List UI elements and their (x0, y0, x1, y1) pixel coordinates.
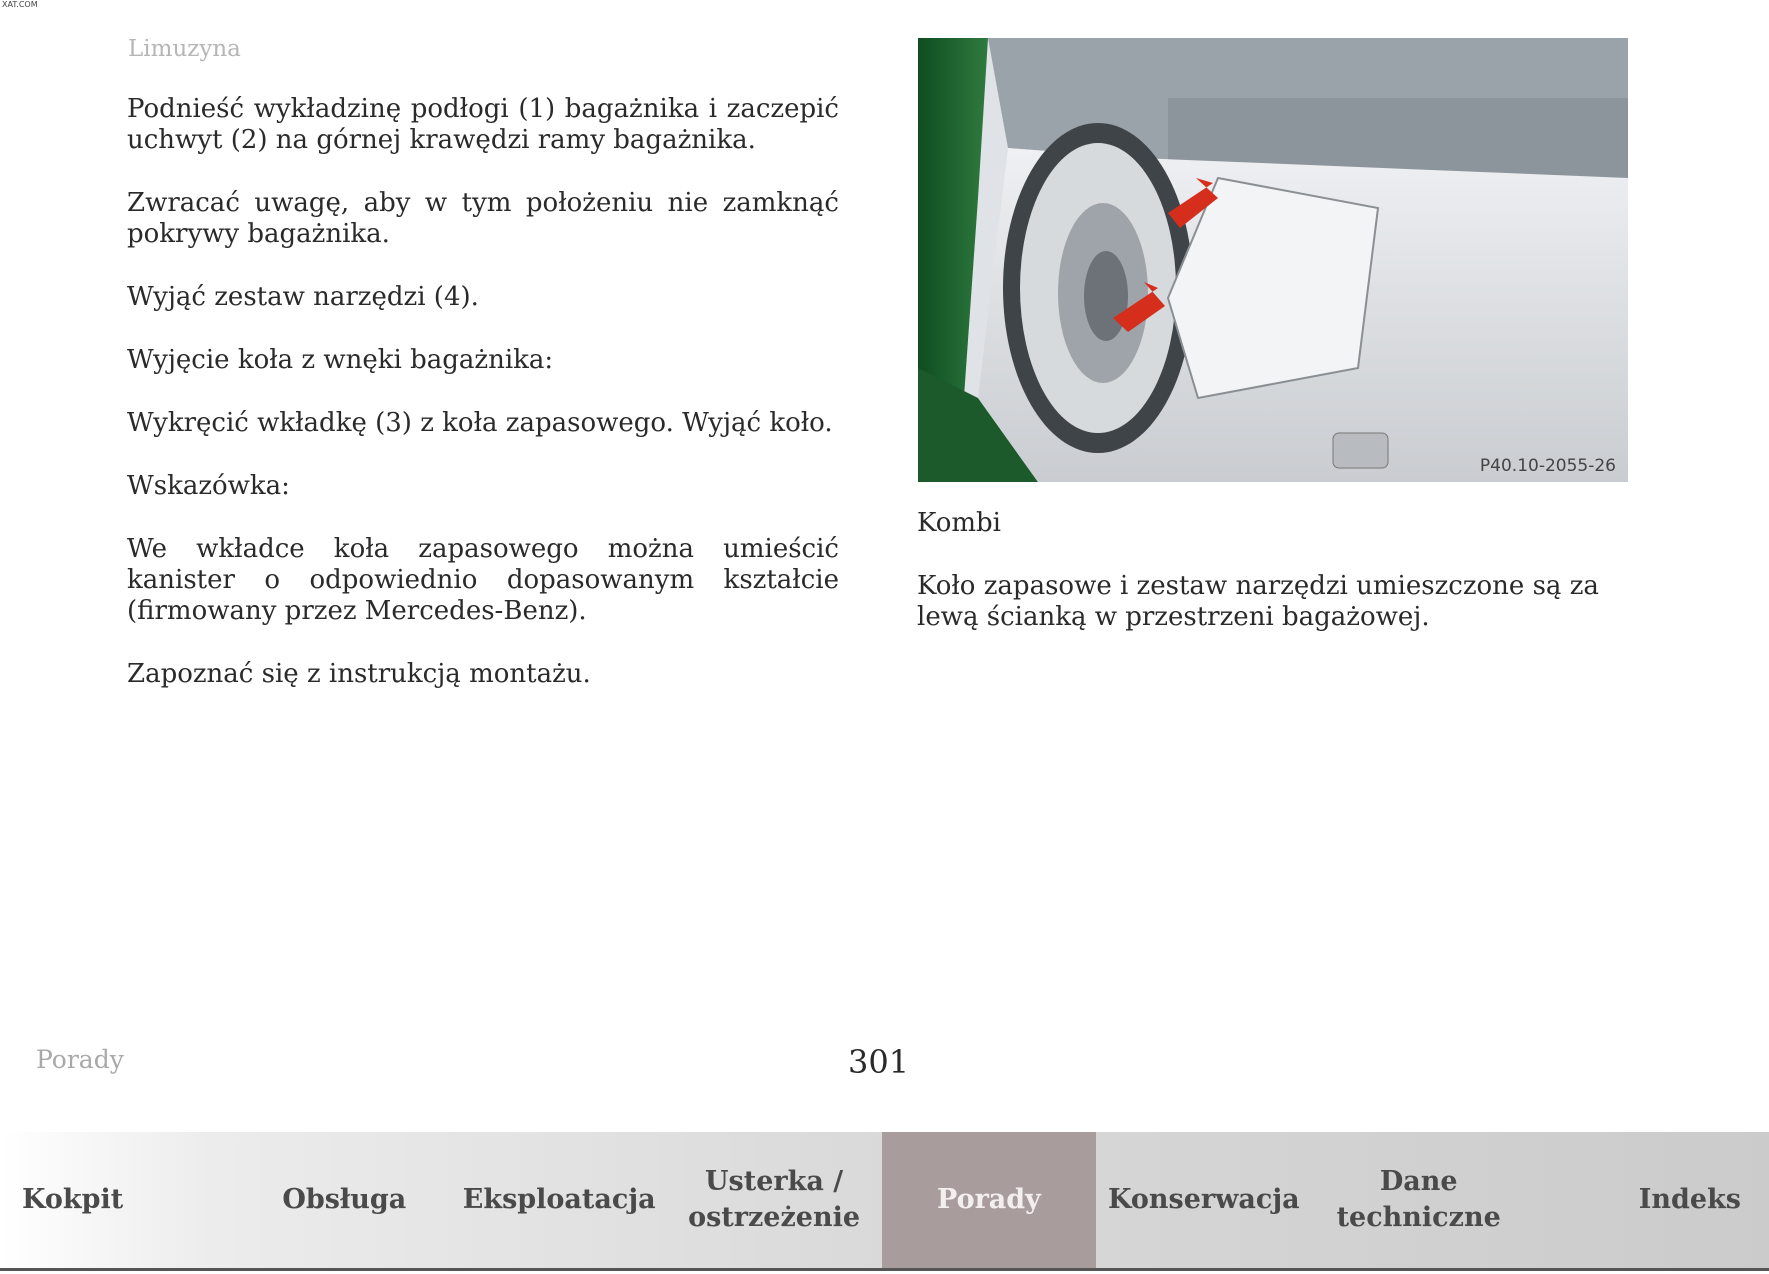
trunk-illustration (918, 38, 1628, 482)
paragraph: Zwracać uwagę, aby w tym położeniu nie zamknąć pokrywy bagażnika. (127, 188, 839, 249)
paragraph: We wkładce koła zapasowego można umieścić kanister o odpowiednio dopasowanym kształcie (firmowany przez Mercedes-Benz). (127, 534, 839, 626)
paragraph: Koło zapasowe i zestaw narzędzi umieszczone są za lewą ścianką w przestrzeni bagażowej. (917, 571, 1599, 632)
tab-konserwacja[interactable]: Konserwacja (1108, 1184, 1300, 1215)
figure-caption: Kombi (917, 508, 1001, 538)
section-heading: Limuzyna (128, 36, 241, 62)
tab-obsluga[interactable]: Obsługa (282, 1184, 407, 1215)
tab-eksploatacja[interactable]: Eksploatacja (462, 1184, 656, 1215)
left-column (127, 94, 839, 722)
handle (1333, 433, 1388, 468)
chapter-tab-bar (0, 1132, 1769, 1271)
tab-kokpit[interactable]: Kokpit (22, 1184, 124, 1215)
tab-dane-techniczne[interactable]: Dane techniczne (1336, 1166, 1501, 1233)
paragraph: Wykręcić wkładkę (3) z koła zapasowego. Wyjąć koło. (127, 408, 833, 438)
paragraph: Wskazówka: (127, 471, 290, 501)
tab-usterka-ostrzezenie[interactable]: Usterka / ostrzeżenie (688, 1166, 861, 1233)
spare-wheel (1003, 123, 1193, 453)
tab-indeks[interactable]: Indeks (1638, 1184, 1741, 1215)
paragraph: Podnieść wykładzinę podłogi (1) bagażnika i zaczepić uchwyt (2) na górnej krawędzi ramy bagażnika. (127, 94, 839, 155)
paragraph: Wyjąć zestaw narzędzi (4). (127, 282, 479, 312)
page-number: 301 (848, 1043, 910, 1081)
right-column (917, 571, 1631, 633)
footer-section-label: Porady (36, 1045, 124, 1074)
figure-code: P40.10-2055-26 (1479, 456, 1616, 476)
watermark: XAT.COM (2, 0, 38, 9)
paragraph: Zapoznać się z instrukcją montażu. (127, 659, 591, 689)
tab-porady[interactable]: Porady (882, 1132, 1097, 1268)
trunk-drawing (918, 38, 1628, 482)
paragraph: Wyjęcie koła z wnęki bagażnika: (127, 345, 554, 375)
